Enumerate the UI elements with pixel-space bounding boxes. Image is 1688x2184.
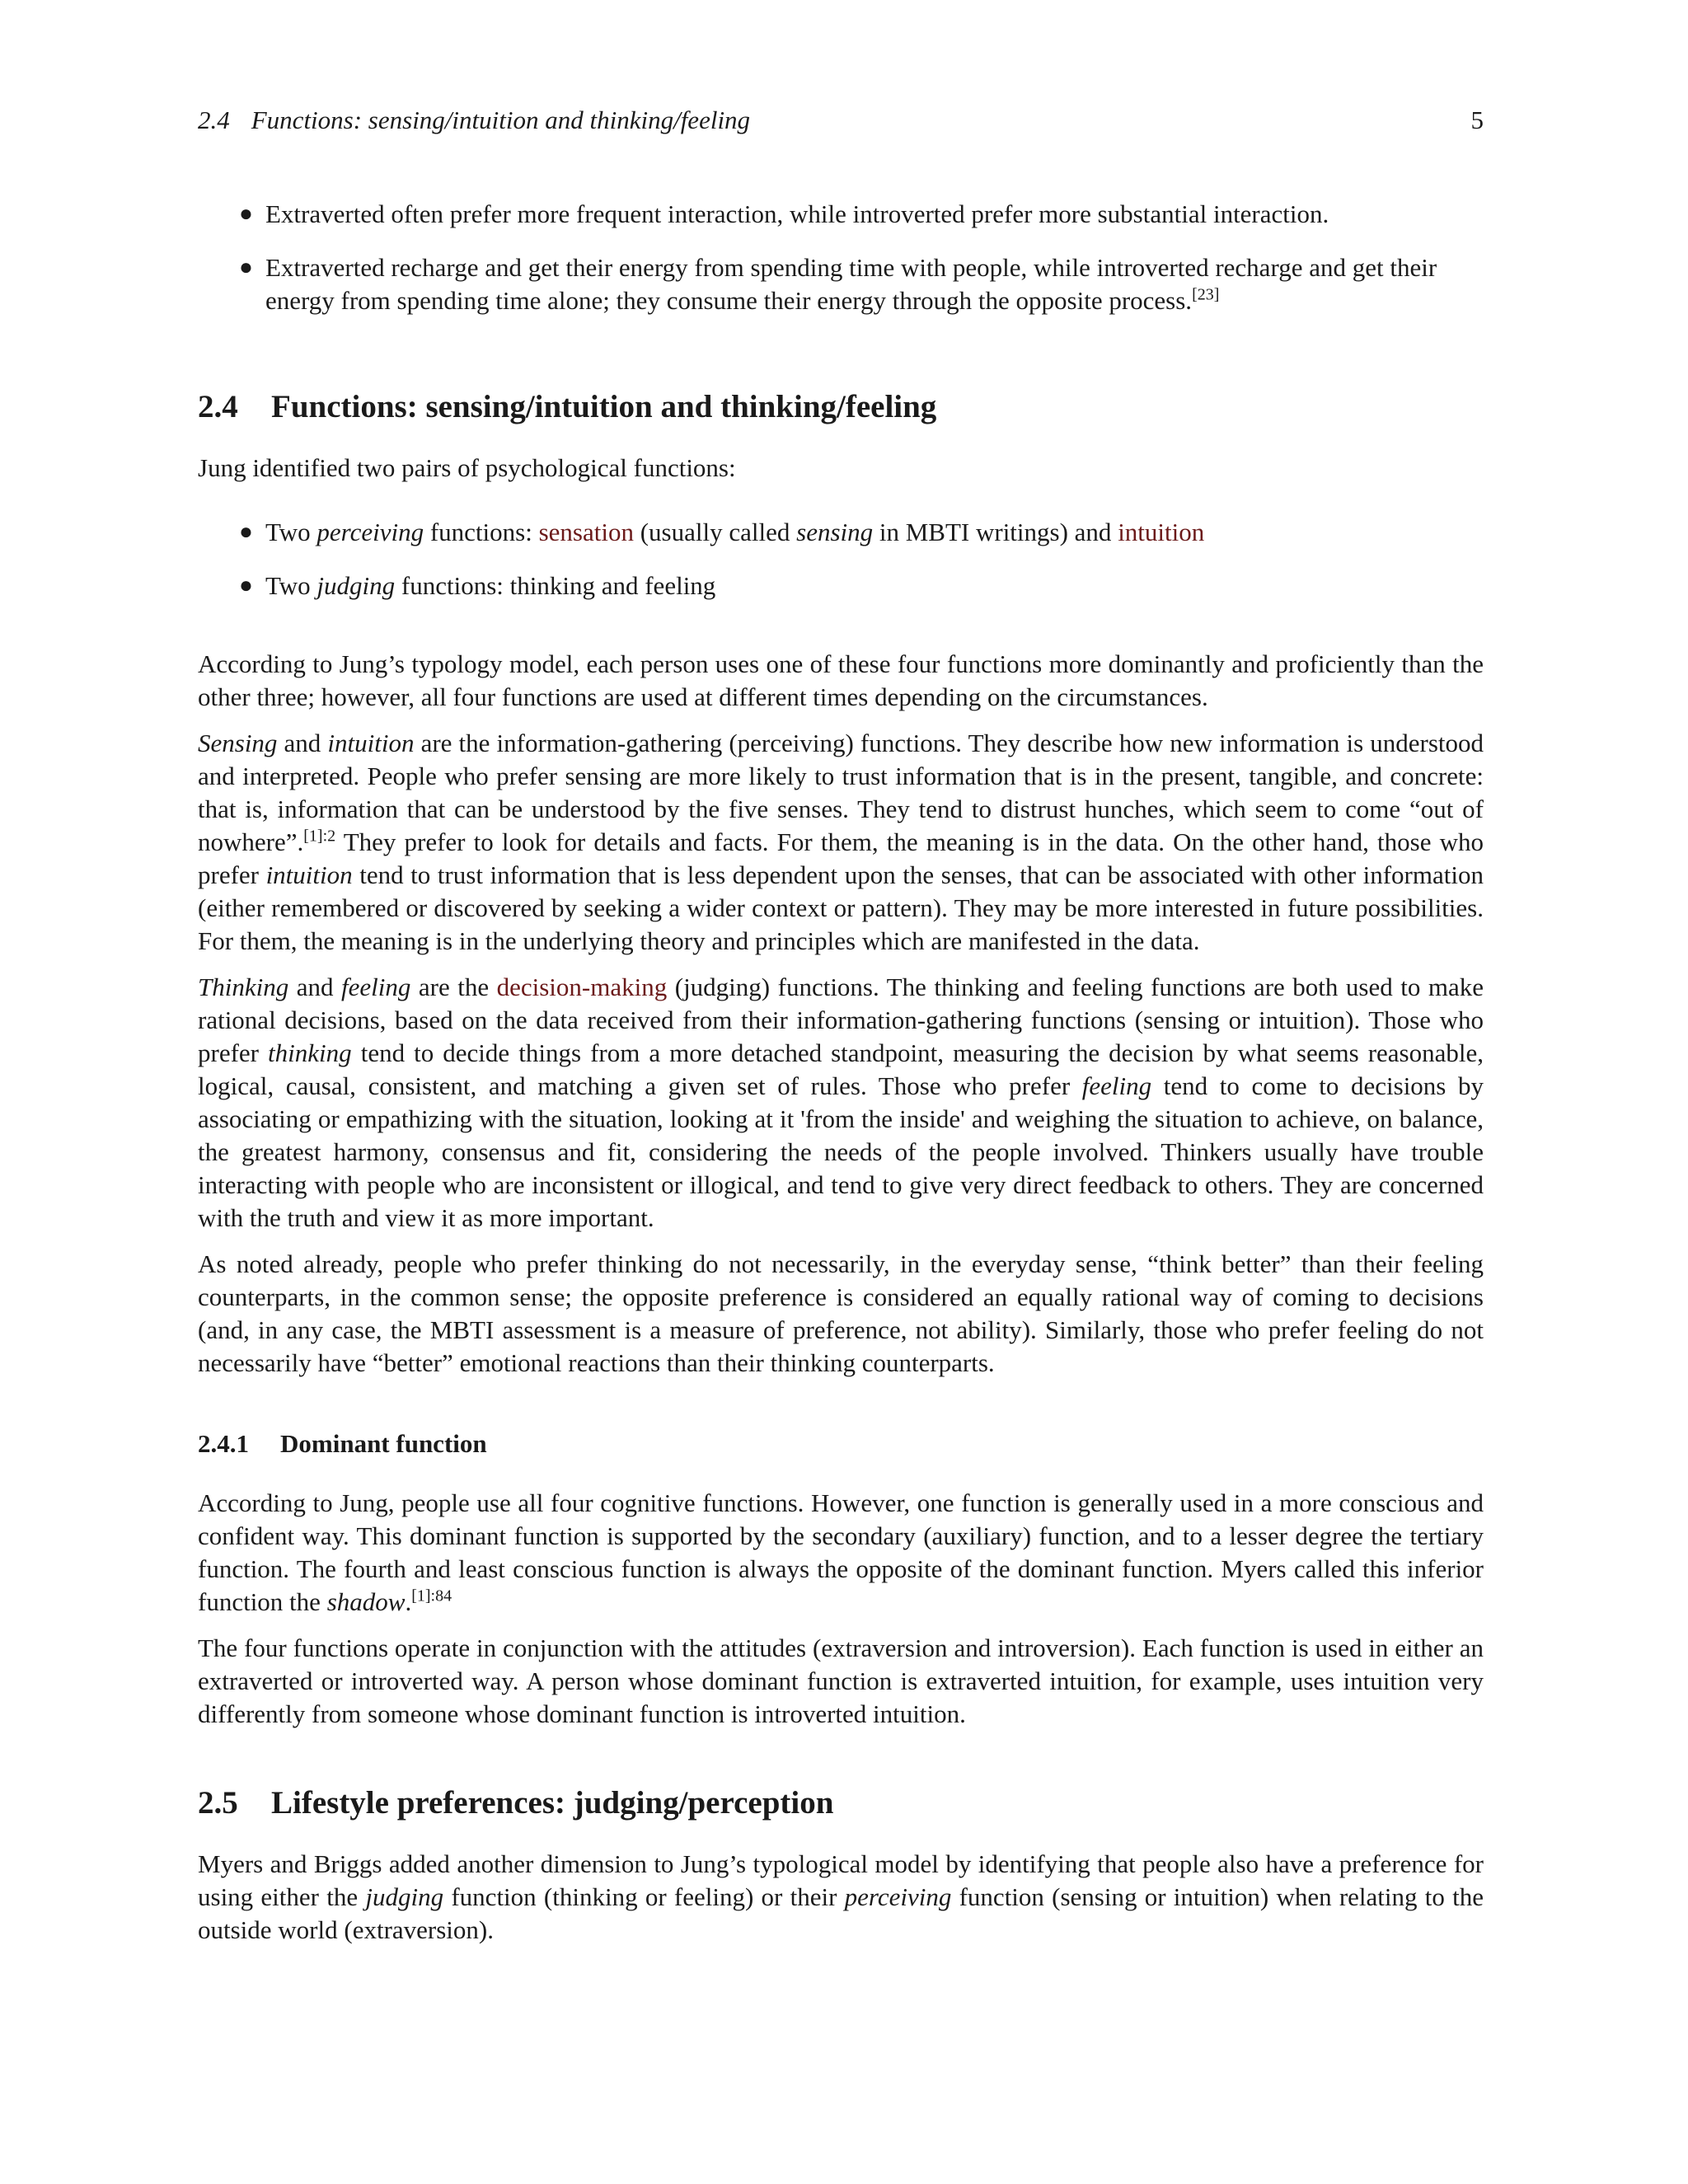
emphasis: feeling <box>1081 1071 1152 1100</box>
emphasis: perceiving <box>316 518 424 546</box>
paragraph: Jung identified two pairs of psychological functions: <box>198 453 736 482</box>
emphasis: Thinking <box>198 972 289 1001</box>
list-item <box>198 516 1484 549</box>
emphasis: judging <box>316 571 396 600</box>
text-run: and <box>288 972 342 1001</box>
running-header-title <box>198 105 750 134</box>
text-run: tend to decide things from a more detached standpoint, measuring the decision by what seems reasonable, logical, causal, consistent, and matching a given set of rules. Those who prefer <box>198 1038 1484 1100</box>
list-item <box>198 251 1484 317</box>
emphasis: sensing <box>796 518 874 546</box>
section-title: Lifestyle preferences: judging/perception <box>271 1785 834 1821</box>
text-run: tend to trust information that is less dependent upon the senses, that can be associated with other information (either remembered or discovered by seeking a wider context or pattern). They may be more interested in future possibilities. For them, the meaning is in the underlying theory and principles which are manifested in the data. <box>198 860 1484 955</box>
paragraph <box>198 727 1484 958</box>
text-run: (usually called <box>633 518 797 546</box>
paragraph <box>198 1487 1484 1619</box>
list-item-text: Extraverted often prefer more frequent interaction, while introverted prefer more substantial interaction. <box>265 199 1329 228</box>
bullet-icon: ● <box>239 201 253 227</box>
text-run: Myers and Briggs added another dimension to Jung’s typological model by identifying that people also have a preference for using either the <box>198 1849 1484 1911</box>
decision-making-link[interactable]: decision-making <box>496 972 668 1001</box>
running-header-section-number: 2.4 <box>198 105 230 134</box>
text-run: . <box>405 1587 412 1616</box>
text-run: (judging) functions. The thinking and feeling functions are both used to make rational decisions, based on the data received from their information-gathering functions (sensing or intuition). Those who prefer <box>198 972 1484 1067</box>
text-run: are the information-gathering (perceiving) functions. They describe how new information is understood and interpreted. People who prefer sensing are more likely to trust information that is in the present, tangible, and concrete: that is, information that can be understood by the five senses. They tend to distrust hunches, which seem to come “out of nowhere”. <box>198 729 1484 856</box>
section-number: 2.4 <box>198 389 238 424</box>
page-number: 5 <box>1470 105 1484 134</box>
paragraph <box>198 1848 1484 1947</box>
functions-bullet-list <box>198 516 1484 602</box>
text-run: They prefer to look for details and facts. For them, the meaning is in the data. On the other hand, those who prefer <box>198 827 1484 889</box>
emphasis: judging <box>365 1882 444 1911</box>
top-bullet-list <box>198 198 1484 317</box>
subsection-number: 2.4.1 <box>198 1429 249 1458</box>
text-run: function (thinking or feeling) or their <box>443 1882 845 1911</box>
paragraph: As noted already, people who prefer thinking do not necessarily, in the everyday sense, “think better” than their feeling counterparts, in the common sense; the opposite preference is considered an equally rational way of coming to decisions (and, in any case, the MBTI assessment is a measure of preference, not ability). Similarly, those who prefer feeling do not necessarily have “better” emotional reactions than their thinking counterparts. <box>198 1249 1484 1377</box>
text-run: tend to come to decisions by associating or empathizing with the situation, looking at it 'from the inside' and weighing the situation to achieve, on balance, the greatest harmony, consensus and fit, considering the needs of the people involved. Thinkers usually have trouble interacting with people who are inconsistent or illogical, and tend to give very direct feedback to others. They are concerned with the truth and view it as more important. <box>198 1071 1484 1232</box>
text-run: in MBTI writings) and <box>873 518 1118 546</box>
sensation-link[interactable]: sensation <box>538 518 634 546</box>
text-run: According to Jung, people use all four cognitive functions. However, one function is generally used in a more conscious and confident way. This dominant function is supported by the secondary (auxiliary) function, and to a lesser degree the tertiary function. The fourth and least conscious function is always the opposite of the dominant function. Myers called this inferior function the <box>198 1488 1484 1616</box>
citation-ref[interactable]: [1]:2 <box>303 827 336 846</box>
text-run: functions: <box>424 518 539 546</box>
subsection-title: Dominant function <box>280 1429 487 1458</box>
text-run: Two <box>265 518 317 546</box>
emphasis: perceiving <box>844 1882 952 1911</box>
paragraph: The four functions operate in conjunction with the attitudes (extraversion and introversion). Each function is used in either an extraverted or introverted way. A person whose dominant function is extraverted intuition, for example, uses intuition very differently from someone whose dominant function is introverted intuition. <box>198 1633 1484 1728</box>
text-run: and <box>277 729 328 757</box>
section-title: Functions: sensing/intuition and thinking/feeling <box>271 389 937 424</box>
paragraph: According to Jung’s typology model, each person uses one of these four functions more dominantly and proficiently than the other three; however, all four functions are used at different times depending on the circumstances. <box>198 649 1484 711</box>
list-item-text: Extraverted recharge and get their energy from spending time with people, while introverted recharge and get their energy from spending time alone; they consume their energy through the opposite process. <box>265 253 1437 315</box>
section-heading-2-5 <box>198 1783 1484 1823</box>
page-content <box>198 198 1484 1960</box>
text-run: functions: thinking and feeling <box>395 571 716 600</box>
subsection-heading-2-4-1 <box>198 1427 1484 1460</box>
emphasis: intuition <box>327 729 415 757</box>
running-header <box>198 104 1484 137</box>
text-run: are the <box>410 972 497 1001</box>
emphasis: shadow <box>326 1587 406 1616</box>
text-run: Two <box>265 571 317 600</box>
citation-ref[interactable]: [23] <box>1192 285 1220 304</box>
emphasis: intuition <box>265 860 353 889</box>
list-item <box>198 569 1484 602</box>
running-header-section-title: Functions: sensing/intuition and thinking/feeling <box>251 105 751 134</box>
emphasis: feeling <box>341 972 411 1001</box>
emphasis: Sensing <box>198 729 278 757</box>
section-number: 2.5 <box>198 1785 238 1821</box>
intuition-link[interactable]: intuition <box>1118 518 1205 546</box>
text-run: function (sensing or intuition) when relating to the outside world (extraversion). <box>198 1882 1484 1944</box>
bullet-icon: ● <box>239 573 253 598</box>
bullet-icon: ● <box>239 519 253 545</box>
bullet-icon: ● <box>239 255 253 280</box>
citation-ref[interactable]: [1]:84 <box>411 1586 452 1605</box>
emphasis: thinking <box>268 1038 352 1067</box>
paragraph <box>198 971 1484 1235</box>
list-item <box>198 198 1484 231</box>
section-heading-2-4 <box>198 387 1484 427</box>
